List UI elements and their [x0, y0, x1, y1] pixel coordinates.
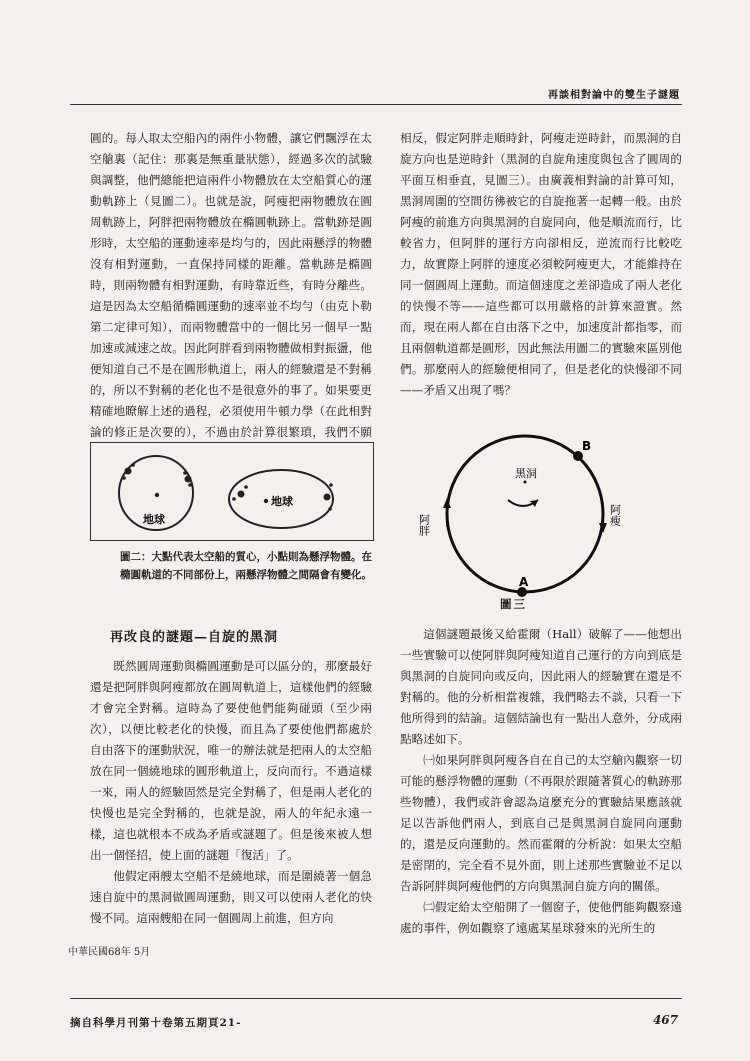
paragraph: 這個謎題最後又給霍爾（Hall）破解了——他想出一些實驗可以使阿胖與阿瘦知道自己運行的方向到底是與黑洞的自旋同向或反向，因此兩人的經驗實在還是不對稱的。他的分析相當複雜，我們略去不談，只看一下他所得到的結論。這個結論也有一點出人意外，分成兩點略述如下。	[400, 627, 682, 746]
float-dot	[122, 476, 126, 480]
spacecraft-dot	[185, 476, 192, 483]
figure-2-graphic	[91, 443, 373, 540]
point-a-label: A	[519, 575, 529, 589]
journal-source: 摘自科學月刊第十卷第五期頁21-	[70, 1017, 242, 1029]
earth-label-left: 地球	[143, 513, 165, 526]
float-dot	[244, 485, 248, 489]
section-heading: 再改良的謎題—自旋的黑洞	[110, 630, 279, 645]
float-dot	[328, 507, 332, 511]
spacecraft-dot	[324, 494, 331, 501]
page-number: 467	[652, 1013, 678, 1027]
paragraph: 既然圓周運動與橢圓運動是可以區分的，那麼最好還是把阿胖與阿瘦都放在圓周軌道上，這樣他們的經驗才會完全對稱。這時為了要使他們能夠碰頭（至少兩次），以便比較老化的快慢，而且為了要使他們都處於自由落下的運動狀況，唯一的辦法就是把兩人的太空船放在同一個繞地球的圓形軌道上，反向而行。不過這樣一來，兩人的經驗固然是完全對稱了，但是兩人老化的快慢也是完全對稱的，也就是說，兩人的年紀永遠一樣，這也就根本不成為矛盾或謎題了。但是後來被人想出一個怪招，使上面的謎題「復活」了。	[90, 659, 372, 862]
paragraph: 相反，假定阿胖走順時針，阿瘦走逆時針，而黑洞的自旋方向也是逆時針（黑洞的自旋角速度與包含了圓周的平面互相垂直，見圖三）。由廣義相對論的計算可知，黑洞周圍的空間彷彿被它的自旋拖著一起轉一般。由於阿瘦的前進方向與黑洞的自旋同向，他是順流而行，比較省力，但阿胖的運行方向卻相反，逆流而行比較吃力，故實際上阿胖的速度必須較阿瘦更大，才能維持在同一個圓周上運動。而這個速度之差卻造成了兩人老化的快慢不等——這些都可以用嚴格的計算來證實。然而，現在兩人都在自由落下之中，加速度計都指零，而且兩個軌道都是圓形，因此無法用圖二的實驗來區別他們。那麼兩人的經驗便相同了，但是老化的快慢卻不同——矛盾又出現了嗎？	[400, 131, 682, 397]
left-column-bottom	[90, 656, 372, 929]
running-title: 再談相對論中的雙生子謎題	[548, 90, 680, 101]
earth-label-right: 地球	[271, 495, 293, 508]
paragraph: 他假定兩艘太空船不是繞地球，而是圍繞著一個急速自旋中的黑洞做圓周運動，則又可以使兩人老化的快慢不同。這兩艘船在同一個圓周上前進，但方向	[90, 869, 372, 925]
right-column-bottom	[400, 624, 682, 939]
spacecraft-dot	[125, 468, 132, 475]
left-column-top	[90, 128, 372, 464]
paragraph: 圓的。每人取太空船內的兩件小物體，讓它們飄浮在太空艙裏（記住：那裏是無重量狀態），經過多次的試驗與調整，他們總能把這兩件小物體放在太空船質心的運動軌跡上（見圖二）。也就是說，阿瘦把兩物體放在圓周軌跡上，阿胖把兩物體放在橢圓軌跡上。當軌跡是圓形時，太空船的運動速率是均勻的，因此兩懸浮的物體沒有相對運動，一直保持同樣的距離。當軌跡是橢圓時，則兩物體有相對運動，有時靠近些，有時分離些。這是因為太空船循橢圓運動的速率並不均勻（由克卜勒第二定律可知），而兩物體當中的一個比另一個早一點加速或減速之故。因此阿胖看到兩物體做相對振盪，他便知道自己不是在圓形軌道上，兩人的經驗還是不對稱的，所以不對稱的老化也不是很意外的事了。如果要更精確地瞭解上述的過程，必須使用牛頓力學（在此相對論的修正是次要的），不過由於計算很繁瑣，我們不願	[90, 131, 372, 439]
right-column-top	[400, 128, 682, 401]
point-b-label: B	[582, 439, 592, 453]
figure-3	[417, 432, 652, 612]
figure-2-caption: 圖二：大點代表太空船的質心，小點則為懸浮物體。在橢圓軌道的不同部份上，兩懸浮物體之間隔會有變化。	[120, 551, 372, 581]
right-label: 阿瘦	[608, 504, 622, 526]
figure-2	[90, 442, 374, 541]
figure-3-graphic	[417, 432, 652, 602]
footer-rule	[70, 998, 682, 999]
float-dot	[232, 497, 236, 501]
black-hole-label: 黑洞	[515, 467, 537, 480]
publication-date: 中華民國68年 5月	[68, 947, 151, 958]
left-label: 阿胖	[417, 514, 431, 536]
earth-dot-right	[264, 499, 268, 503]
black-hole-center	[524, 481, 527, 484]
float-dot	[131, 463, 135, 467]
float-dot	[183, 471, 187, 475]
header-rule	[70, 104, 682, 105]
figure-3-caption: 圖三	[500, 597, 527, 611]
paragraph: ㈡假定給太空船開了一個窗子，使他們能夠觀察遠處的事件，例如觀察了遠處某星球發來的光所生的	[400, 900, 682, 935]
float-dot	[188, 483, 192, 487]
paragraph: ㈠如果阿胖與阿瘦各自在自己的太空艙內觀察一切可能的懸浮物體的運動（不再限於跟隨著質心的軌跡那些物體），我們或許會認為這麼充分的實驗結果應該就足以告訴他們兩人，到底自己是與黑洞自旋同向運動的，還是反向運動的。然而霍爾的分析說：如果太空船是密閉的，完全看不見外面，則上述那些實驗並不足以告訴阿胖與阿瘦他們的方向與黑洞自旋方向的關係。	[400, 753, 682, 893]
earth-dot-left	[155, 493, 159, 497]
spacecraft-dot	[238, 491, 245, 498]
float-dot	[329, 483, 333, 487]
